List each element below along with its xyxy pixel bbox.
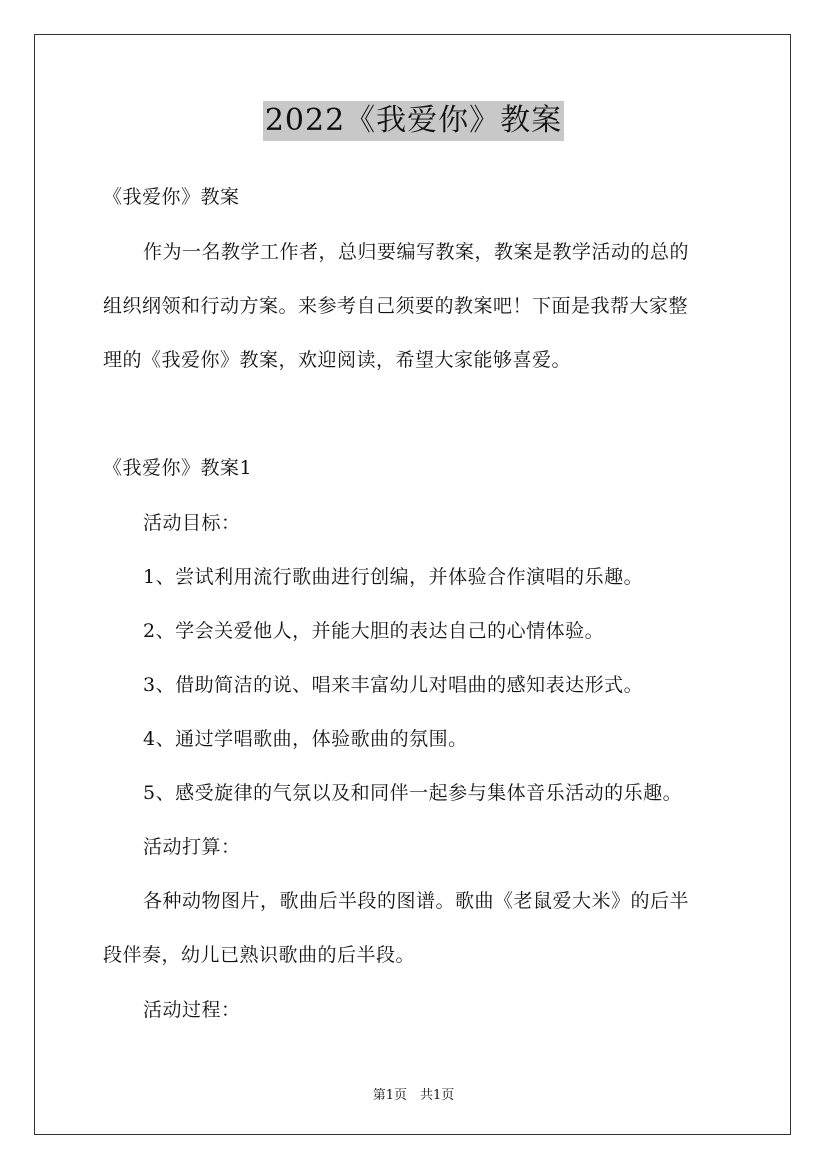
prep-line-1: 各种动物图片，歌曲后半段的图谱。歌曲《老鼠爱大米》的后半 bbox=[143, 890, 690, 912]
title-container bbox=[0, 101, 827, 141]
section-heading: 《我爱你》教案1 bbox=[103, 457, 253, 479]
prep-line-2: 段伴奏，幼儿已熟识歌曲的后半段。 bbox=[103, 944, 416, 966]
goals-heading: 活动目标： bbox=[143, 512, 241, 534]
goal-item-4: 4、通过学唱歌曲，体验歌曲的氛围。 bbox=[143, 728, 468, 750]
intro-line-3: 理的《我爱你》教案，欢迎阅读，希望大家能够喜爱。 bbox=[103, 349, 572, 371]
prep-heading: 活动打算： bbox=[143, 836, 241, 858]
goal-item-3: 3、借助简洁的说、唱来丰富幼儿对唱曲的感知表达形式。 bbox=[143, 674, 644, 696]
goal-item-2: 2、学会关爱他人，并能大胆的表达自己的心情体验。 bbox=[143, 620, 605, 642]
intro-line-2: 组织纲领和行动方案。来参考自己须要的教案吧！下面是我帮大家整 bbox=[103, 295, 689, 317]
page-footer: 第1页 共1页 bbox=[372, 1088, 455, 1103]
document-title: 2022《我爱你》教案 bbox=[263, 101, 564, 141]
goal-item-1: 1、尝试利用流行歌曲进行创编，并体验合作演唱的乐趣。 bbox=[143, 566, 644, 588]
intro-line-1: 作为一名教学工作者，总归要编写教案，教案是教学活动的总的 bbox=[143, 241, 690, 263]
subtitle: 《我爱你》教案 bbox=[103, 186, 240, 208]
process-heading: 活动过程： bbox=[143, 999, 241, 1021]
goal-item-5: 5、感受旋律的气氛以及和同伴一起参与集体音乐活动的乐趣。 bbox=[143, 782, 683, 804]
